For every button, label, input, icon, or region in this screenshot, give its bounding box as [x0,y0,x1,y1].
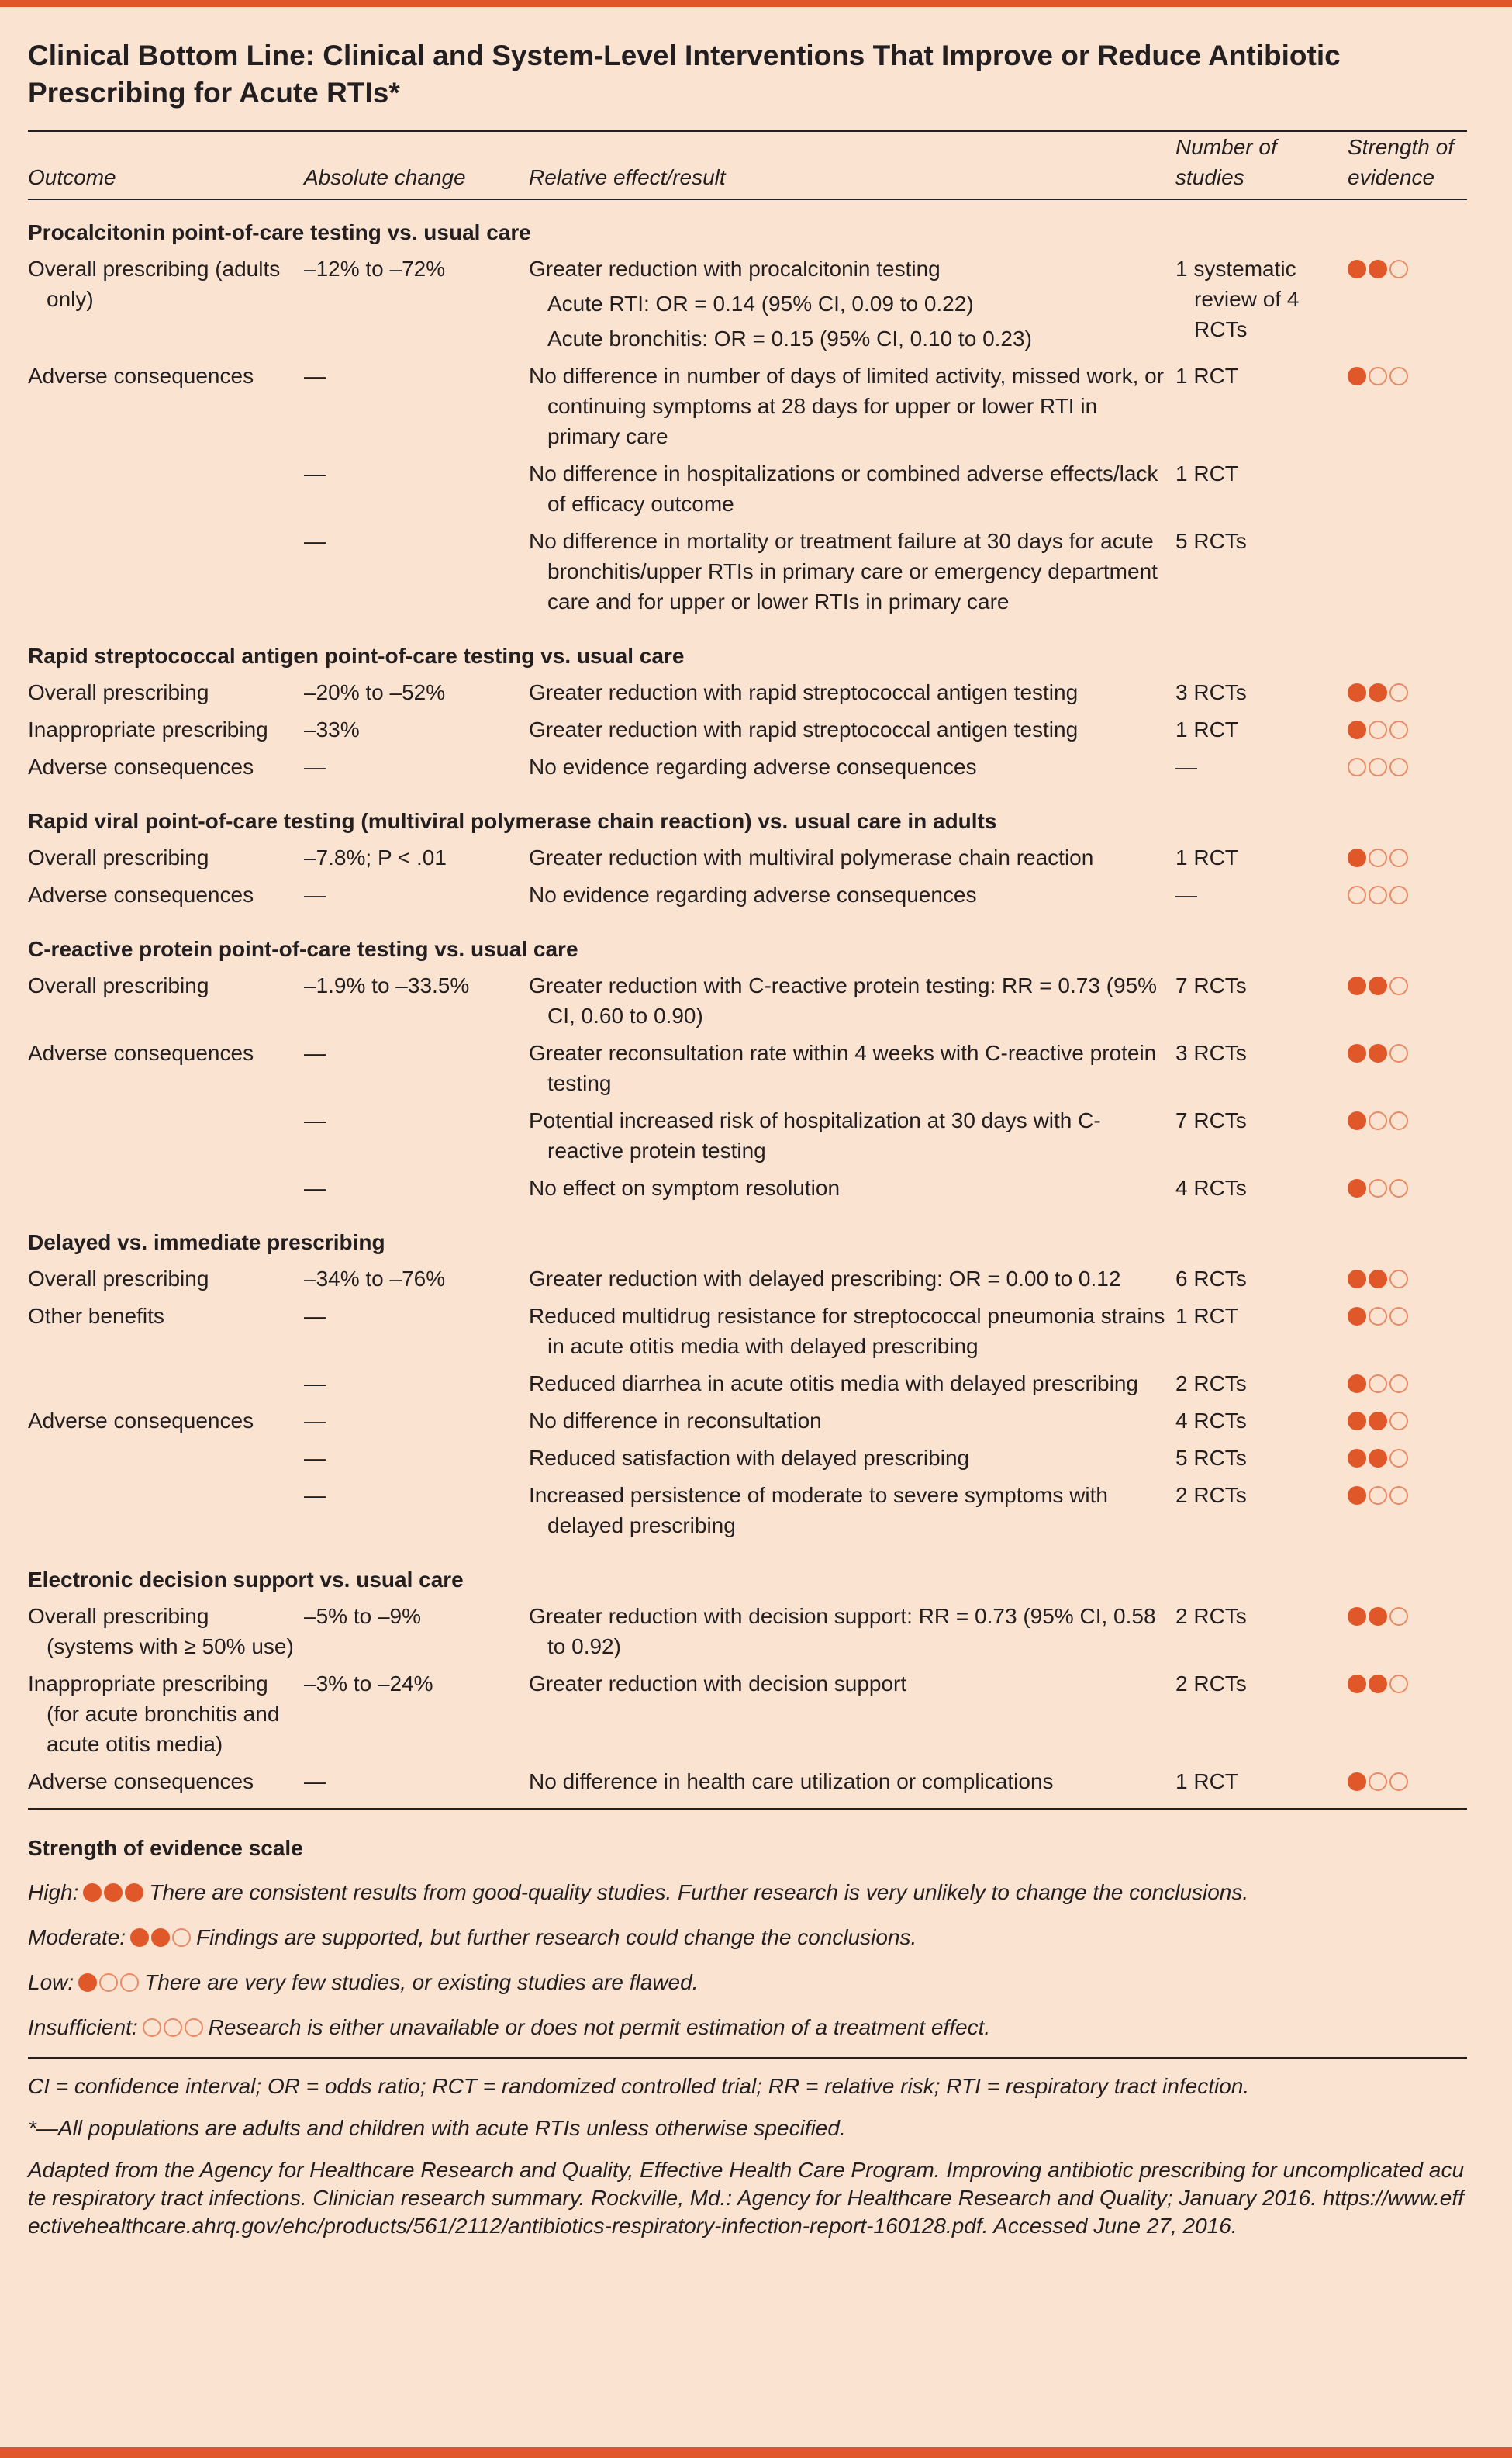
relative-effect-text: Potential increased risk of hospitalization at 30 days with C-reactive protein testing [529,1108,1101,1163]
legend-level-label: High: [28,1880,79,1904]
relative-effect-cell [529,677,1175,714]
strength-of-evidence-cell [1348,1601,1467,1668]
absolute-change-cell: –5% to –9% [304,1604,421,1628]
empty-circle-icon [143,2018,161,2037]
section-title: Procalcitonin point-of-care testing vs. usual care [28,220,531,244]
strength-of-evidence-cell [1348,714,1467,752]
section-title: Rapid viral point-of-care testing (multiviral polymerase chain reaction) vs. usual care in adults [28,809,997,833]
strength-rating [1348,970,1410,1001]
table-row [28,254,1467,361]
filled-circle-icon [1348,1111,1366,1130]
absolute-change-cell: — [304,1446,326,1470]
legend-title: Strength of evidence scale [28,1836,303,1860]
empty-circle-icon [1389,1412,1408,1430]
absolute-change-cell: — [304,1483,326,1507]
relative-effect-cell [529,1301,1175,1368]
absolute-change-cell: –7.8%; P < .01 [304,845,447,869]
empty-circle-icon [1369,1772,1387,1791]
filled-circle-icon [1369,1607,1387,1626]
relative-effect-cell [529,1405,1175,1443]
relative-effect-text: No evidence regarding adverse consequences [529,883,977,907]
relative-effect-text: No effect on symptom resolution [529,1176,841,1200]
filled-circle-icon [1348,260,1366,278]
section-row [28,789,1467,842]
strength-of-evidence-cell [1348,1443,1467,1480]
outcome-cell: Inappropriate prescribing (for acute bronchitis and acute otitis media) [28,1672,280,1756]
strength-of-evidence-cell [1348,1766,1467,1803]
filled-circle-icon [1348,721,1366,739]
legend-description: There are consistent results from good-quality studies. Further research is very unlikely to change the conclusions. [149,1880,1249,1904]
legend-item [28,1922,1467,1952]
number-of-studies-cell: 1 RCT [1175,845,1238,869]
filled-circle-icon [1369,1044,1387,1063]
relative-effect-text: No difference in hospitalizations or combined adverse effects/lack of efficacy outcome [529,462,1158,516]
strength-of-evidence-cell [1348,752,1467,789]
outcome-cell [28,458,304,526]
strength-rating [1348,677,1410,707]
number-of-studies-cell: 1 RCT [1175,1304,1238,1328]
table-row [28,458,1467,526]
top-accent-bar [0,0,1512,7]
absolute-change-cell: — [304,883,326,907]
strength-rating [1348,1601,1410,1631]
relative-effect-cell [529,1668,1175,1766]
evidence-scale-legend [28,1833,1467,2042]
population-footnote: *—All populations are adults and children with acute RTIs unless otherwise specified. [28,2116,846,2140]
strength-of-evidence-cell [1348,1105,1467,1173]
absolute-change-cell: –1.9% to –33.5% [304,973,470,997]
filled-circle-icon [1348,1486,1366,1505]
empty-circle-icon [1348,758,1366,776]
section-title: Electronic decision support vs. usual care [28,1568,464,1592]
relative-effect-cell [529,1443,1175,1480]
notes-divider [28,2057,1467,2059]
outcome-cell: Adverse consequences [28,364,254,388]
table-row [28,1766,1467,1803]
table-row [28,1480,1467,1547]
number-of-studies-cell: 2 RCTs [1175,1483,1247,1507]
number-of-studies-cell: 2 RCTs [1175,1604,1247,1628]
filled-circle-icon [1348,1607,1366,1626]
empty-circle-icon [1389,1179,1408,1198]
filled-circle-icon [83,1883,102,1902]
absolute-change-cell: — [304,529,326,553]
relative-effect-cell [529,1105,1175,1173]
table-row [28,714,1467,752]
empty-circle-icon [1369,849,1387,867]
outcome-cell: Inappropriate prescribing [28,717,268,742]
empty-circle-icon [99,1973,118,1992]
empty-circle-icon [1389,886,1408,904]
number-of-studies-cell: 2 RCTs [1175,1371,1247,1395]
evidence-table [28,132,1467,1803]
header-relative-effect: Relative effect/result [529,132,1175,199]
legend-level-label: Insufficient: [28,2015,138,2039]
legend-description: Findings are supported, but further research could change the conclusions. [196,1925,917,1949]
relative-effect-cell [529,970,1175,1038]
table-row [28,1105,1467,1173]
filled-circle-icon [130,1928,149,1947]
section-row [28,1210,1467,1264]
table-row [28,1264,1467,1301]
empty-circle-icon [1389,758,1408,776]
empty-circle-icon [120,1973,139,1992]
strength-of-evidence-cell [1348,1480,1467,1547]
number-of-studies-cell: 2 RCTs [1175,1672,1247,1696]
strength-rating [1348,714,1410,745]
relative-effect-text: Greater reduction with C-reactive protein testing: RR = 0.73 (95% CI, 0.60 to 0.90) [529,973,1158,1028]
table-row [28,1601,1467,1668]
filled-circle-icon [1369,1675,1387,1693]
strength-of-evidence-cell [1348,254,1467,361]
filled-circle-icon [1348,1374,1366,1393]
number-of-studies-cell: — [1175,883,1197,907]
filled-circle-icon [1369,1270,1387,1288]
strength-rating [1348,1443,1410,1473]
legend-level-label: Moderate: [28,1925,126,1949]
relative-effect-text: No difference in number of days of limited activity, missed work, or continuing symptoms at 28 days for upper or lower RTI in primary care [529,364,1165,448]
relative-effect-text: Increased persistence of moderate to severe symptoms with delayed prescribing [529,1483,1109,1537]
outcome-cell: Other benefits [28,1304,164,1328]
table-row [28,526,1467,624]
section-title: Delayed vs. immediate prescribing [28,1230,385,1254]
relative-effect-cell [529,1601,1175,1668]
absolute-change-cell: — [304,1304,326,1328]
outcome-cell: Overall prescribing (adults only) [28,257,281,311]
outcome-cell: Overall prescribing (systems with ≥ 50% use) [28,1604,294,1658]
empty-circle-icon [1389,1675,1408,1693]
strength-rating [1348,1173,1410,1203]
filled-circle-icon [1348,1270,1366,1288]
filled-circle-icon [1369,977,1387,995]
outcome-cell: Adverse consequences [28,1409,254,1433]
relative-effect-text: Greater reduction with decision support: RR = 0.73 (95% CI, 0.58 to 0.92) [529,1604,1156,1658]
page-title: Clinical Bottom Line: Clinical and System-Level Interventions That Improve or Reduce Antibiotic Prescribing for Acute RTIs* [28,40,1341,109]
empty-circle-icon [1369,758,1387,776]
table-row [28,677,1467,714]
strength-of-evidence-cell [1348,1405,1467,1443]
empty-circle-icon [1369,367,1387,385]
relative-effect-text: Reduced satisfaction with delayed prescribing [529,1446,970,1470]
outcome-cell [28,1173,304,1210]
absolute-change-cell: — [304,1041,326,1065]
outcome-cell: Overall prescribing [28,1267,209,1291]
section-title: C-reactive protein point-of-care testing vs. usual care [28,937,578,961]
empty-circle-icon [1348,886,1366,904]
empty-circle-icon [1369,1486,1387,1505]
filled-circle-icon [1348,977,1366,995]
filled-circle-icon [104,1883,123,1902]
filled-circle-icon [1348,1307,1366,1326]
strength-rating [1348,1368,1410,1398]
table-row [28,1368,1467,1405]
number-of-studies-cell: 1 RCT [1175,717,1238,742]
number-of-studies-cell: 3 RCTs [1175,680,1247,704]
legend-item [28,2012,1467,2042]
relative-effect-cell [529,1766,1175,1803]
empty-circle-icon [185,2018,203,2037]
relative-effect-cell [529,1264,1175,1301]
strength-rating [1348,1480,1410,1510]
strength-of-evidence-cell [1348,1301,1467,1368]
empty-circle-icon [1369,1111,1387,1130]
table-row [28,1038,1467,1105]
strength-rating [1348,361,1410,391]
relative-effect-text: Greater reduction with procalcitonin testing [529,257,941,281]
header-outcome: Outcome [28,132,304,199]
strength-rating [130,1922,193,1952]
table-body [28,199,1467,1803]
relative-effect-text: No difference in reconsultation [529,1409,822,1433]
empty-circle-icon [1389,260,1408,278]
empty-circle-icon [1389,1044,1408,1063]
outcome-cell: Overall prescribing [28,973,209,997]
strength-of-evidence-cell [1348,1038,1467,1105]
strength-rating [1348,1405,1410,1436]
strength-of-evidence-cell [1348,677,1467,714]
strength-rating [1348,880,1410,910]
number-of-studies-cell: 4 RCTs [1175,1176,1247,1200]
legend-item [28,1967,1467,1997]
outcome-cell: Overall prescribing [28,680,209,704]
absolute-change-cell: — [304,755,326,779]
relative-effect-text: No evidence regarding adverse consequences [529,755,977,779]
outcome-cell: Adverse consequences [28,883,254,907]
section-row [28,624,1467,677]
legend-item [28,1877,1467,1907]
header-number-of-studies: Number of studies [1175,132,1348,199]
relative-effect-cell [529,254,1175,361]
section-row [28,1547,1467,1601]
notes [28,2073,1467,2240]
empty-circle-icon [1389,1486,1408,1505]
abbreviations-note: CI = confidence interval; OR = odds ratio; RCT = randomized controlled trial; RR = relative risk; RTI = respiratory tract infection. [28,2074,1250,2098]
outcome-cell [28,1105,304,1173]
strength-rating [1348,1668,1410,1699]
relative-effect-text: Greater reduction with rapid streptococcal antigen testing [529,680,1079,704]
filled-circle-icon [1348,1412,1366,1430]
empty-circle-icon [1369,1179,1387,1198]
filled-circle-icon [1348,1449,1366,1468]
number-of-studies-cell: 5 RCTs [1175,529,1247,553]
number-of-studies-cell: 4 RCTs [1175,1409,1247,1433]
filled-circle-icon [1348,367,1366,385]
empty-circle-icon [1369,1307,1387,1326]
absolute-change-cell: –34% to –76% [304,1267,446,1291]
source-citation: Adapted from the Agency for Healthcare Research and Quality, Effective Health Care Program. Improving antibiotic prescribing for uncomplicated acute respiratory tract infections. Clinician research summary. Rockville, Md.: Agency for Healthcare Research and Quality; January 2016. https://www.effectivehealthcare.ahrq.gov/ehc/products/561/2112/antibiotics-respiratory-infection-report-160128.pdf. Accessed June 27, 2016. [28,2158,1465,2238]
table-row [28,1443,1467,1480]
relative-effect-text: Greater reduction with decision support [529,1672,907,1696]
bottom-accent-bar [0,2447,1512,2458]
strength-of-evidence-cell [1348,970,1467,1038]
strength-of-evidence-cell [1348,1264,1467,1301]
empty-circle-icon [1389,1772,1408,1791]
table-row [28,1301,1467,1368]
strength-of-evidence-cell [1348,842,1467,880]
header-strength-of-evidence: Strength of evidence [1348,132,1467,199]
table-row [28,1405,1467,1443]
empty-circle-icon [1369,721,1387,739]
relative-effect-cell [529,752,1175,789]
absolute-change-cell: –3% to –24% [304,1672,433,1696]
filled-circle-icon [1348,683,1366,702]
clinical-bottom-line-box [28,37,1467,2254]
filled-circle-icon [1348,1675,1366,1693]
relative-effect-text: Reduced diarrhea in acute otitis media with delayed prescribing [529,1371,1138,1395]
empty-circle-icon [1389,1607,1408,1626]
number-of-studies-cell: — [1175,755,1197,779]
strength-of-evidence-cell [1348,1668,1467,1766]
empty-circle-icon [1369,1374,1387,1393]
relative-effect-cell [529,1173,1175,1210]
relative-effect-cell [529,1038,1175,1105]
relative-effect-cell [529,714,1175,752]
absolute-change-cell: — [304,462,326,486]
relative-effect-cell [529,842,1175,880]
empty-circle-icon [1389,1449,1408,1468]
section-row [28,917,1467,970]
empty-circle-icon [1389,367,1408,385]
table-header [28,132,1467,199]
number-of-studies-cell: 1 RCT [1175,1769,1238,1793]
table-row [28,1668,1467,1766]
strength-rating [83,1877,146,1907]
strength-of-evidence-cell [1348,1368,1467,1405]
filled-circle-icon [1369,1412,1387,1430]
outcome-cell [28,1480,304,1547]
number-of-studies-cell: 7 RCTs [1175,973,1247,997]
empty-circle-icon [1369,886,1387,904]
strength-rating [1348,752,1410,782]
strength-of-evidence-cell [1348,526,1467,624]
number-of-studies-cell: 3 RCTs [1175,1041,1247,1065]
strength-of-evidence-cell [1348,880,1467,917]
relative-effect-cell [529,1368,1175,1405]
filled-circle-icon [1348,1179,1366,1198]
effect-detail: Acute RTI: OR = 0.14 (95% CI, 0.09 to 0.22) [547,292,974,316]
empty-circle-icon [1389,1111,1408,1130]
filled-circle-icon [1348,1044,1366,1063]
relative-effect-text: Reduced multidrug resistance for streptococcal pneumonia strains in acute otitis media with delayed prescribing [529,1304,1165,1358]
strength-rating [1348,1105,1410,1136]
strength-of-evidence-cell [1348,458,1467,526]
filled-circle-icon [1369,260,1387,278]
number-of-studies-cell: 6 RCTs [1175,1267,1247,1291]
outcome-cell: Overall prescribing [28,845,209,869]
empty-circle-icon [1389,683,1408,702]
table-bottom-divider [28,1808,1467,1810]
number-of-studies-cell: 1 RCT [1175,462,1238,486]
strength-of-evidence-cell [1348,1173,1467,1210]
table-row [28,880,1467,917]
table-row [28,970,1467,1038]
absolute-change-cell: — [304,364,326,388]
strength-rating [1348,1264,1410,1294]
filled-circle-icon [1348,1772,1366,1791]
filled-circle-icon [125,1883,143,1902]
empty-circle-icon [1389,849,1408,867]
relative-effect-cell [529,880,1175,917]
relative-effect-cell [529,361,1175,458]
filled-circle-icon [78,1973,97,1992]
relative-effect-text: No difference in mortality or treatment failure at 30 days for acute bronchitis/upper RTIs in primary care or emergency department care and for upper or lower RTIs in primary care [529,529,1158,614]
table-row [28,361,1467,458]
strength-rating [143,2012,205,2042]
number-of-studies-cell: 7 RCTs [1175,1108,1247,1132]
outcome-cell: Adverse consequences [28,1041,254,1065]
filled-circle-icon [151,1928,170,1947]
empty-circle-icon [1389,977,1408,995]
effect-detail: Acute bronchitis: OR = 0.15 (95% CI, 0.10 to 0.23) [547,327,1032,351]
empty-circle-icon [1389,1307,1408,1326]
absolute-change-cell: — [304,1371,326,1395]
filled-circle-icon [1369,683,1387,702]
absolute-change-cell: — [304,1108,326,1132]
outcome-cell [28,526,304,624]
absolute-change-cell: — [304,1176,326,1200]
outcome-cell [28,1443,304,1480]
filled-circle-icon [1369,1449,1387,1468]
relative-effect-text: Greater reduction with delayed prescribing: OR = 0.00 to 0.12 [529,1267,1121,1291]
absolute-change-cell: — [304,1409,326,1433]
strength-of-evidence-cell [1348,361,1467,458]
legend-level-label: Low: [28,1970,74,1994]
table-row [28,1173,1467,1210]
number-of-studies-cell: 1 RCT [1175,364,1238,388]
filled-circle-icon [1348,849,1366,867]
table-row [28,752,1467,789]
relative-effect-text: Greater reduction with multiviral polymerase chain reaction [529,845,1094,869]
absolute-change-cell: –33% [304,717,360,742]
outcome-cell: Adverse consequences [28,755,254,779]
strength-rating [1348,1766,1410,1796]
strength-rating [1348,1301,1410,1331]
section-title: Rapid streptococcal antigen point-of-care testing vs. usual care [28,644,685,668]
relative-effect-text: Greater reconsultation rate within 4 weeks with C-reactive protein testing [529,1041,1157,1095]
outcome-cell: Adverse consequences [28,1769,254,1793]
legend-description: There are very few studies, or existing studies are flawed. [144,1970,699,1994]
empty-circle-icon [172,1928,191,1947]
empty-circle-icon [1389,1270,1408,1288]
outcome-cell [28,1368,304,1405]
relative-effect-text: No difference in health care utilization or complications [529,1769,1054,1793]
table-row [28,842,1467,880]
strength-rating [1348,842,1410,873]
absolute-change-cell: –12% to –72% [304,257,446,281]
number-of-studies-cell: 5 RCTs [1175,1446,1247,1470]
strength-rating [78,1967,141,1997]
legend-rows [28,1877,1467,2042]
relative-effect-text: Greater reduction with rapid streptococcal antigen testing [529,717,1079,742]
empty-circle-icon [1389,721,1408,739]
relative-effect-cell [529,458,1175,526]
empty-circle-icon [1389,1374,1408,1393]
strength-rating [1348,254,1410,284]
number-of-studies-cell: 1 systematic review of 4 RCTs [1175,257,1300,341]
header-absolute-change: Absolute change [304,132,529,199]
strength-rating [1348,1038,1410,1068]
section-row [28,199,1467,254]
legend-description: Research is either unavailable or does not permit estimation of a treatment effect. [208,2015,991,2039]
relative-effect-cell [529,1480,1175,1547]
relative-effect-cell [529,526,1175,624]
empty-circle-icon [164,2018,182,2037]
absolute-change-cell: — [304,1769,326,1793]
absolute-change-cell: –20% to –52% [304,680,446,704]
